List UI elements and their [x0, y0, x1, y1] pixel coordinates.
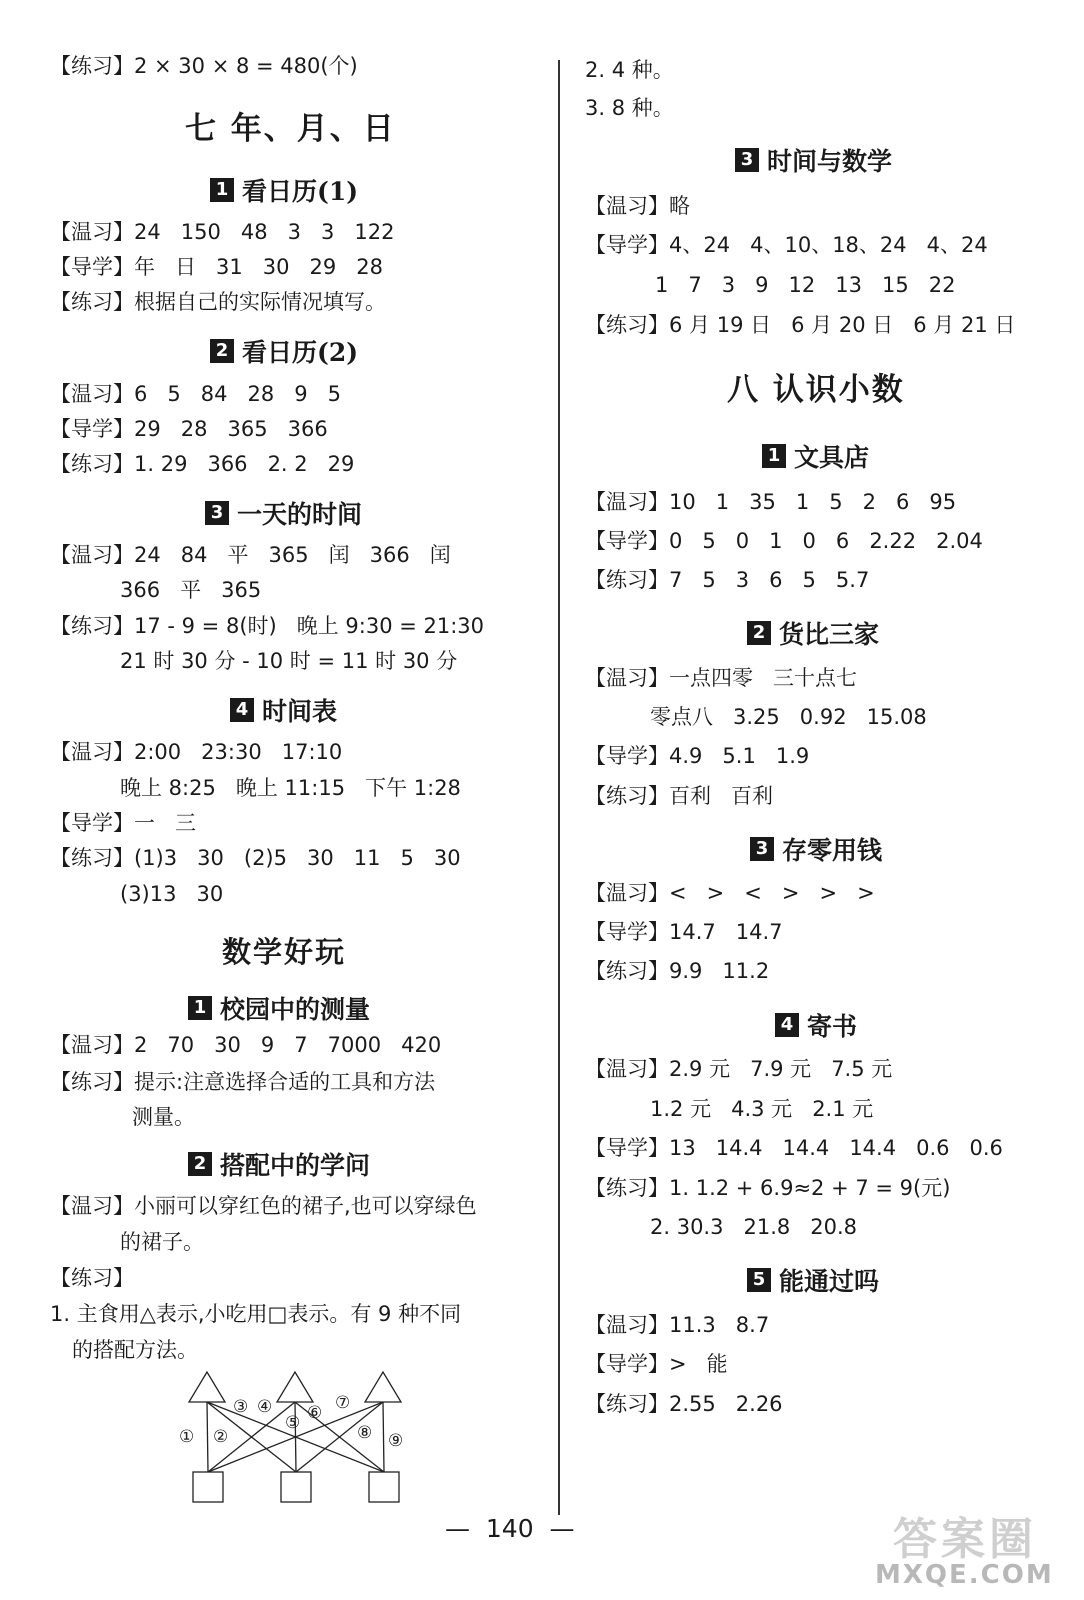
answer-line: 【温习】小丽可以穿红色的裙子,也可以穿绿色 [50, 1194, 477, 1218]
answer-line: 【温习】6 5 84 28 9 5 [50, 382, 342, 406]
answer-line: 【练习】(1)3 30 (2)5 30 11 5 30 [50, 846, 461, 870]
answer-line: 【练习】7 5 3 6 5 5.7 [585, 568, 870, 592]
answer-line: 晚上 8:25 晚上 11:15 下午 1:28 [120, 776, 461, 800]
section-title: 搭配中的学问 [220, 1151, 371, 1180]
section-number: 4 [230, 698, 254, 722]
chapter-title: 八 认识小数 [727, 372, 905, 408]
square-shape [369, 1472, 399, 1502]
answer-line: 366 平 365 [120, 578, 262, 602]
section-title: 校园中的测量 [220, 995, 371, 1024]
answer-line: 的搭配方法。 [72, 1338, 198, 1362]
answer-line: 1 7 3 9 12 13 15 22 [655, 273, 956, 297]
section-heading [188, 1146, 370, 1182]
answer-line: 零点八 3.25 0.92 15.08 [650, 705, 927, 729]
section-heading [188, 990, 370, 1026]
answer-line: 【练习】2 × 30 × 8 = 480(个) [50, 54, 358, 78]
answer-line: 【练习】1. 29 366 2. 2 29 [50, 452, 355, 476]
answer-line: (3)13 30 [120, 882, 224, 906]
chapter-title: 数学好玩 [222, 935, 347, 969]
diagram-label: ① [179, 1427, 195, 1447]
diagram-label: ⑤ [285, 1413, 301, 1433]
section-title: 一天的时间 [237, 500, 363, 529]
answer-line: 【温习】2:00 23:30 17:10 [50, 740, 343, 764]
answer-line: 21 时 30 分 - 10 时 = 11 时 30 分 [120, 649, 458, 673]
chapter-title: 七 年、月、日 [185, 111, 396, 147]
answer-line: 2. 30.3 21.8 20.8 [650, 1215, 858, 1239]
section-heading [762, 438, 869, 474]
answer-line: 【温习】2.9 元 7.9 元 7.5 元 [585, 1057, 893, 1081]
triangle-shape [277, 1372, 313, 1402]
section-heading [775, 1007, 857, 1043]
section-title: 文具店 [794, 443, 870, 472]
diagram-label: ② [213, 1427, 229, 1447]
section-heading [747, 615, 879, 651]
section-heading [750, 831, 882, 867]
triangle-shape [189, 1372, 225, 1402]
answer-line: 【导学】13 14.4 14.4 14.4 0.6 0.6 [585, 1136, 1003, 1160]
section-title: 货比三家 [779, 620, 880, 649]
section-heading [210, 333, 358, 369]
section-number: 2 [188, 1152, 212, 1176]
answer-line: 【练习】2.55 2.26 [585, 1392, 783, 1416]
answer-line: 2. 4 种。 [585, 58, 674, 82]
answer-line: 【温习】略 [585, 194, 690, 218]
diagram-label: ④ [257, 1397, 273, 1417]
diagram-label: ⑨ [388, 1431, 404, 1451]
column-divider [558, 60, 560, 1515]
diagram-label: ⑥ [307, 1403, 323, 1423]
section-heading [735, 142, 892, 178]
answer-line: 的裙子。 [120, 1230, 204, 1254]
section-heading [205, 495, 362, 531]
answer-line: 【导学】年 日 31 30 29 28 [50, 255, 384, 279]
section-title: 看日历(2) [242, 338, 359, 367]
answer-line: 【练习】6 月 19 日 6 月 20 日 6 月 21 日 [585, 313, 1016, 337]
answer-line: 【温习】24 84 平 365 闰 366 闰 [50, 543, 451, 567]
diagram-label: ⑦ [335, 1393, 351, 1413]
section-heading [747, 1262, 879, 1298]
answer-line: 1.2 元 4.3 元 2.1 元 [650, 1097, 874, 1121]
diagram-label: ③ [233, 1397, 249, 1417]
section-number: 1 [762, 444, 786, 468]
answer-line: 【温习】11.3 8.7 [585, 1313, 770, 1337]
answer-line: 【练习】 [50, 1266, 134, 1290]
section-title: 存零用钱 [782, 836, 883, 865]
section-number: 1 [188, 996, 212, 1020]
answer-line: 【导学】4、24 4、10、18、24 4、24 [585, 233, 988, 257]
answer-line: 【导学】一 三 [50, 811, 197, 835]
section-title: 时间与数学 [767, 147, 893, 176]
watermark-logo: 答案圈 [893, 1514, 1037, 1565]
answer-line: 【练习】根据自己的实际情况填写。 [50, 290, 386, 314]
answer-line: 【温习】10 1 35 1 5 2 6 95 [585, 490, 957, 514]
combination-diagram [175, 1368, 415, 1506]
section-number: 1 [210, 178, 234, 202]
answer-line: 【练习】9.9 11.2 [585, 959, 770, 983]
answer-line: 【温习】< > < > > > [585, 881, 875, 905]
answer-line: 测量。 [132, 1105, 195, 1129]
square-shape [193, 1472, 223, 1502]
answer-line: 【练习】17 - 9 = 8(时) 晚上 9:30 = 21:30 [50, 614, 485, 638]
answer-line: 【导学】14.7 14.7 [585, 920, 783, 944]
section-title: 看日历(1) [242, 177, 359, 206]
answer-line: 【温习】2 70 30 9 7 7000 420 [50, 1033, 442, 1057]
answer-line: 【练习】提示:注意选择合适的工具和方法 [50, 1070, 436, 1094]
triangle-shape [365, 1372, 401, 1402]
answer-line: 【练习】1. 1.2 + 6.9≈2 + 7 = 9(元) [585, 1176, 951, 1200]
section-number: 2 [210, 339, 234, 363]
section-number: 2 [747, 621, 771, 645]
section-heading [230, 692, 337, 728]
section-title: 能通过吗 [779, 1267, 880, 1296]
diagram-label: ⑧ [357, 1423, 373, 1443]
answer-line: 【导学】29 28 365 366 [50, 417, 328, 441]
answer-line: 【导学】> 能 [585, 1352, 728, 1376]
section-number: 3 [205, 501, 229, 525]
answer-line: 【练习】百利 百利 [585, 784, 774, 808]
answer-line: 【温习】一点四零 三十点七 [585, 666, 858, 690]
page-number: — 140 — [445, 1514, 575, 1543]
section-number: 3 [750, 837, 774, 861]
answer-line: 【导学】4.9 5.1 1.9 [585, 744, 810, 768]
answer-line: 3. 8 种。 [585, 96, 674, 120]
square-shape [281, 1472, 311, 1502]
section-number: 3 [735, 148, 759, 172]
section-title: 寄书 [807, 1012, 858, 1041]
watermark-url: MXQE.COM [875, 1560, 1054, 1590]
section-heading [210, 172, 358, 208]
answer-line: 【温习】24 150 48 3 3 122 [50, 220, 395, 244]
answer-line: 1. 主食用△表示,小吃用□表示。有 9 种不同 [50, 1302, 462, 1326]
section-number: 4 [775, 1013, 799, 1037]
section-number: 5 [747, 1268, 771, 1292]
answer-line: 【导学】0 5 0 1 0 6 2.22 2.04 [585, 529, 983, 553]
section-title: 时间表 [262, 697, 338, 726]
